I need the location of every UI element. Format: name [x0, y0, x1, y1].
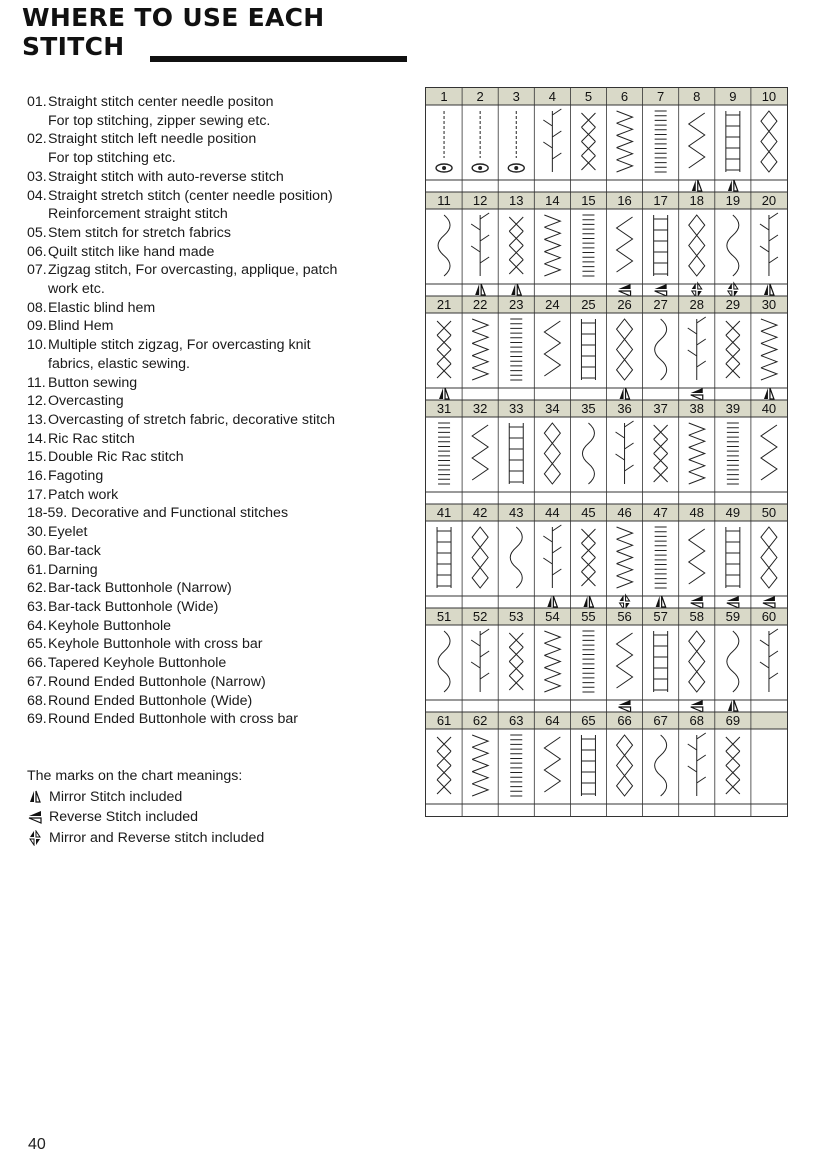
reverse-mark-icon	[727, 596, 739, 608]
reverse-mark-icon	[691, 388, 703, 400]
both-mark-icon	[728, 283, 738, 297]
stitch-pattern-icon	[472, 425, 488, 480]
stitch-description: Elastic blind hem	[48, 299, 156, 316]
stitch-cell-number: 20	[761, 193, 777, 208]
stitch-list-item	[27, 93, 412, 130]
stitch-pattern-icon	[654, 215, 668, 276]
mirror-mark-icon	[764, 284, 774, 295]
stitch-pattern-icon	[581, 113, 595, 170]
stitch-list-item	[27, 561, 412, 580]
stitch-pattern-icon	[437, 737, 451, 794]
stitch-description: Straight stitch with auto-reverse stitch	[48, 168, 284, 185]
stitch-cell-number: 29	[725, 297, 741, 312]
stitch-description: Eyelet	[48, 524, 88, 541]
stitch-cell-number: 21	[436, 297, 452, 312]
stitch-cell-number: 61	[436, 713, 452, 728]
mirror-mark-icon	[728, 700, 738, 711]
stitch-cell-number: 11	[437, 193, 451, 208]
stitch-cell-number: 33	[509, 401, 524, 416]
stitch-pattern-icon	[726, 111, 740, 172]
stitch-list-item	[27, 504, 412, 523]
stitch-pattern-icon	[437, 527, 451, 588]
stitch-pattern-icon	[689, 113, 705, 168]
stitch-pattern-icon	[436, 111, 452, 172]
stitch-number: 05.	[27, 224, 47, 241]
stitch-description: Round Ended Buttonhole (Narrow)	[48, 673, 266, 690]
stitch-number: 63.	[27, 598, 47, 615]
stitch-cell-number: 46	[617, 505, 632, 520]
stitch-pattern-icon	[472, 527, 488, 588]
stitch-list-item	[27, 224, 412, 243]
stitch-cell-number: 38	[689, 401, 704, 416]
stitch-pattern-icon	[655, 527, 667, 588]
stitch-list-item	[27, 542, 412, 561]
stitch-pattern-icon	[761, 319, 777, 380]
stitch-cell-number: 66	[617, 713, 632, 728]
stitch-number: 61.	[27, 561, 47, 578]
stitch-list-item	[27, 430, 412, 449]
stitch-number: 67.	[27, 673, 47, 690]
stitch-pattern-icon	[510, 735, 522, 796]
stitch-list-item	[27, 710, 412, 729]
stitch-description: Overcasting	[48, 393, 124, 410]
stitch-pattern-icon	[689, 529, 705, 584]
stitch-list-item	[27, 692, 412, 711]
stitch-cell-number: 55	[581, 609, 596, 624]
chart-row	[426, 400, 787, 504]
stitch-list-item	[27, 635, 412, 654]
stitch-pattern-icon	[472, 319, 488, 380]
stitch-number: 03.	[27, 168, 47, 185]
stitch-description: Bar-tack	[48, 542, 101, 559]
stitch-cell-number: 35	[581, 401, 596, 416]
stitch-description: Tapered Keyhole Buttonhole	[48, 655, 227, 672]
stitch-cell-number: 19	[725, 193, 741, 208]
stitch-cell-number: 22	[472, 297, 488, 312]
stitch-list-item	[27, 187, 412, 224]
stitch-cell-number: 37	[653, 401, 668, 416]
stitch-cell-number: 48	[689, 505, 704, 520]
stitch-cell-number: 45	[581, 505, 596, 520]
stitch-cell-number: 39	[725, 401, 741, 416]
stitch-number: 06.	[27, 243, 47, 260]
stitch-description: Stem stitch for stretch fabrics	[48, 224, 231, 241]
stitch-list-item	[27, 411, 412, 430]
stitch-cell-number: 68	[689, 713, 704, 728]
stitch-list-item	[27, 317, 412, 336]
stitch-number: 15.	[27, 449, 47, 466]
stitch-cell-number: 64	[545, 713, 560, 728]
stitch-pattern-icon	[727, 215, 739, 276]
stitch-description: Decorative and Functional stitches	[71, 505, 289, 522]
stitch-cell-number: 26	[617, 297, 632, 312]
stitch-cell-number: 30	[761, 297, 777, 312]
chart-row	[426, 712, 787, 816]
stitch-number: 69.	[27, 711, 47, 728]
stitch-number: 04.	[27, 187, 47, 204]
stitch-pattern-icon	[655, 319, 667, 380]
stitch-cell-number: 2	[476, 89, 484, 104]
stitch-description: Round Ended Buttonhole with cross bar	[48, 711, 299, 728]
stitch-cell-number: 58	[689, 609, 704, 624]
stitch-pattern-icon	[582, 631, 594, 692]
mirror-mark-icon	[511, 284, 521, 295]
legend-label: Mirror Stitch included	[49, 788, 183, 805]
stitch-cell-number: 28	[689, 297, 704, 312]
stitch-description: Fagoting	[48, 468, 104, 485]
chart-row	[426, 504, 787, 609]
stitch-description: Keyhole Buttonhole with cross bar	[48, 636, 263, 653]
stitch-pattern-icon	[617, 527, 633, 588]
stitch-list-item	[27, 448, 412, 467]
stitch-list-item	[27, 299, 412, 318]
mirror-mark-icon	[475, 284, 485, 295]
legend-item	[27, 787, 412, 808]
stitch-pattern-icon	[509, 217, 523, 274]
stitch-list-item	[27, 598, 412, 617]
stitch-cell-number: 44	[545, 505, 560, 520]
stitch-pattern-icon	[472, 735, 488, 796]
stitch-cell-number: 53	[509, 609, 524, 624]
stitch-description: Overcasting of stretch fabric, decorative stitch	[48, 411, 336, 428]
stitch-cell-number: 42	[472, 505, 488, 520]
stitch-pattern-icon	[472, 111, 488, 172]
chart-row	[426, 88, 787, 192]
stitch-description: Bar-tack Buttonhole (Narrow)	[48, 580, 232, 597]
legend-item	[27, 807, 412, 828]
stitch-number: 66.	[27, 655, 47, 672]
mirror-mark-icon	[764, 388, 774, 399]
stitch-number: 16.	[27, 468, 47, 485]
stitch-pattern-icon	[727, 631, 739, 692]
stitch-cell-number: 69	[725, 713, 741, 728]
stitch-pattern-icon	[760, 213, 778, 276]
legend	[27, 766, 412, 848]
stitch-cell-number: 10	[761, 89, 777, 104]
stitch-list-item	[27, 168, 412, 187]
stitch-number: 12.	[27, 393, 47, 410]
stitch-cell-number: 49	[725, 505, 741, 520]
stitch-cell-number: 25	[581, 297, 596, 312]
reverse-mark-icon	[27, 809, 49, 825]
stitch-pattern-icon	[581, 735, 595, 796]
stitch-cell-number: 31	[436, 401, 452, 416]
stitch-pattern-icon	[689, 423, 705, 484]
stitch-pattern-icon	[655, 111, 667, 172]
stitch-number: 17.	[27, 486, 47, 503]
stitch-pattern-icon	[726, 527, 740, 588]
stitch-number: 14.	[27, 430, 47, 447]
stitch-description: Ric Rac stitch	[48, 430, 135, 447]
stitch-cell-number: 54	[545, 609, 560, 624]
stitch-pattern-icon	[689, 631, 705, 692]
title-rule	[150, 56, 407, 62]
stitch-pattern-icon	[437, 321, 451, 378]
legend-label: Reverse Stitch included	[49, 809, 199, 825]
stitch-cell-number: 8	[693, 89, 701, 104]
stitch-pattern-icon	[544, 321, 560, 376]
stitch-pattern-icon	[544, 423, 560, 484]
stitch-cell-number: 34	[545, 401, 560, 416]
stitch-pattern-icon	[688, 317, 706, 380]
stitch-pattern-icon	[617, 217, 633, 272]
stitch-pattern-icon	[688, 733, 706, 796]
stitch-pattern-icon	[617, 319, 633, 380]
mirror-mark-icon	[547, 596, 557, 607]
stitch-number: 30.	[27, 524, 47, 541]
stitch-pattern-icon	[544, 215, 560, 276]
stitch-number: 18-59.	[27, 505, 72, 522]
stitch-pattern-icon	[726, 321, 740, 378]
stitch-cell-number: 65	[581, 713, 596, 728]
both-mark-icon	[620, 595, 630, 609]
stitch-pattern-icon	[761, 111, 777, 172]
stitch-cell-number: 59	[725, 609, 741, 624]
stitch-pattern-icon	[510, 527, 522, 588]
reverse-mark-icon	[691, 596, 703, 608]
stitch-pattern-icon	[727, 423, 739, 484]
stitch-cell-number: 50	[761, 505, 777, 520]
stitch-pattern-icon	[761, 527, 777, 588]
chart-row	[426, 192, 787, 297]
stitch-pattern-icon	[617, 111, 633, 172]
reverse-mark-icon	[619, 700, 631, 712]
stitch-cell-number: 32	[472, 401, 488, 416]
stitch-number: 68.	[27, 692, 47, 709]
stitch-cell-number: 52	[472, 609, 488, 624]
stitch-use: Reinforcement straight stitch	[48, 206, 228, 223]
mirror-mark-icon	[439, 388, 449, 399]
stitch-pattern-icon	[617, 633, 633, 688]
stitch-cell-number: 63	[509, 713, 524, 728]
stitch-pattern-icon	[438, 631, 450, 692]
stitch-cell-number: 9	[729, 89, 737, 104]
stitch-cell-number: 51	[436, 609, 452, 624]
stitch-list-item	[27, 374, 412, 393]
stitch-pattern-icon	[438, 423, 450, 484]
legend-intro: The marks on the chart meanings:	[27, 768, 243, 784]
mirror-mark-icon	[692, 180, 702, 191]
stitch-pattern-icon	[654, 425, 668, 482]
stitch-cell-number: 47	[653, 505, 668, 520]
stitch-cell-number: 1	[440, 89, 448, 104]
mirror-mark-icon	[583, 596, 593, 607]
stitch-number: 07.	[27, 262, 47, 279]
stitch-number: 11.	[27, 374, 46, 391]
stitch-pattern-icon	[616, 421, 634, 484]
mirror-mark-icon	[620, 388, 630, 399]
stitch-chart-svg	[426, 88, 787, 816]
stitch-pattern-icon	[581, 319, 595, 380]
stitch-pattern-icon	[617, 735, 633, 796]
stitch-cell-number: 17	[653, 193, 668, 208]
stitch-number: 65.	[27, 636, 47, 653]
stitch-use: For top stitching, zipper sewing etc.	[48, 112, 271, 129]
legend-label: Mirror and Reverse stitch included	[49, 829, 265, 846]
stitch-cell-number: 36	[617, 401, 632, 416]
stitch-pattern-icon	[471, 629, 489, 692]
stitch-chart	[425, 87, 788, 817]
both-mark-icon	[27, 830, 49, 846]
stitch-description: Straight stitch center needle positon	[48, 94, 274, 110]
stitch-description: Zigzag stitch, For overcasting, applique, patch	[48, 262, 338, 279]
stitch-pattern-icon	[726, 737, 740, 794]
stitch-use: work etc.	[48, 281, 105, 298]
stitch-list-item	[27, 130, 412, 167]
stitch-cell-number: 15	[581, 193, 596, 208]
reverse-mark-icon	[691, 700, 703, 712]
stitch-number: 60.	[27, 542, 47, 559]
stitch-number: 64.	[27, 617, 47, 634]
page-title	[22, 3, 325, 61]
stitch-description: Darning	[48, 561, 98, 578]
title-line-1: WHERE TO USE EACH	[22, 3, 325, 32]
stitch-pattern-icon	[655, 735, 667, 796]
stitch-pattern-icon	[543, 525, 561, 588]
stitch-description: Patch work	[48, 486, 119, 503]
title-line-2: STITCH	[22, 32, 125, 61]
stitch-list-item	[27, 261, 412, 298]
stitch-list-item	[27, 654, 412, 673]
stitch-description: Round Ended Buttonhole (Wide)	[48, 692, 253, 709]
stitch-description: Button sewing	[48, 374, 138, 391]
stitch-cell-number: 16	[617, 193, 632, 208]
stitch-pattern-icon	[543, 109, 561, 172]
stitch-list-item	[27, 673, 412, 692]
chart-row	[426, 296, 787, 400]
stitch-use: For top stitching etc.	[48, 150, 176, 167]
stitch-number: 10.	[27, 337, 47, 354]
reverse-mark-icon	[619, 284, 631, 296]
stitch-cell-number: 7	[657, 89, 665, 104]
stitch-description: Multiple stitch zigzag, For overcasting knit	[48, 337, 311, 354]
stitch-list-item	[27, 486, 412, 505]
page-number: 40	[28, 1136, 46, 1153]
stitch-cell-number: 14	[545, 193, 560, 208]
stitch-pattern-icon	[510, 319, 522, 380]
stitch-description: Blind Hem	[48, 318, 114, 335]
stitch-list-item	[27, 392, 412, 411]
stitch-pattern-icon	[471, 213, 489, 276]
both-mark-icon	[692, 283, 702, 297]
stitch-pattern-icon	[581, 529, 595, 586]
stitch-cell-number: 41	[436, 505, 452, 520]
stitch-number: 09.	[27, 318, 47, 335]
stitch-list-item	[27, 336, 412, 373]
stitch-cell-number: 27	[653, 297, 668, 312]
stitch-pattern-icon	[689, 215, 705, 276]
legend-item	[27, 828, 412, 849]
stitch-pattern-icon	[438, 215, 450, 276]
stitch-cell-number: 67	[653, 713, 668, 728]
stitch-cell-number: 4	[548, 89, 556, 104]
stitch-number: 01.	[27, 94, 47, 110]
stitch-cell-number: 3	[512, 89, 520, 104]
stitch-cell-number: 56	[617, 609, 632, 624]
stitch-cell-number: 24	[545, 297, 560, 312]
stitch-pattern-icon	[509, 633, 523, 690]
stitch-pattern-icon	[761, 425, 777, 480]
stitch-list-item	[27, 617, 412, 636]
stitch-number: 62.	[27, 580, 47, 597]
stitch-cell-number: 23	[509, 297, 524, 312]
mirror-mark-icon	[656, 596, 666, 607]
stitch-cell-number: 5	[584, 89, 593, 104]
stitch-list-item	[27, 467, 412, 486]
stitch-list-item	[27, 523, 412, 542]
stitch-number: 13.	[27, 411, 47, 428]
stitch-pattern-icon	[760, 629, 778, 692]
stitch-cell-number: 57	[653, 609, 668, 624]
stitch-pattern-icon	[544, 737, 560, 792]
stitch-description: Double Ric Rac stitch	[48, 449, 184, 466]
stitch-description: Straight stretch stitch (center needle position)	[48, 187, 333, 204]
stitch-cell-number: 43	[509, 505, 524, 520]
chart-row	[426, 608, 787, 712]
stitch-list	[27, 93, 412, 729]
stitch-pattern-icon	[508, 111, 524, 172]
stitch-description: Quilt stitch like hand made	[48, 243, 215, 260]
stitch-cell-number: 62	[472, 713, 488, 728]
stitch-pattern-icon	[654, 631, 668, 692]
mirror-mark-icon	[728, 180, 738, 191]
stitch-cell-number: 6	[620, 89, 629, 104]
stitch-use: fabrics, elastic sewing.	[48, 355, 190, 372]
stitch-cell-number: 18	[689, 193, 704, 208]
stitch-cell-number: 13	[509, 193, 524, 208]
stitch-pattern-icon	[582, 215, 594, 276]
reverse-mark-icon	[655, 284, 667, 296]
stitch-cell-number: 40	[761, 401, 777, 416]
stitch-pattern-icon	[509, 423, 523, 484]
stitch-number: 02.	[27, 131, 47, 148]
stitch-description: Straight stitch left needle position	[48, 131, 257, 148]
stitch-description: Bar-tack Buttonhole (Wide)	[48, 598, 219, 615]
stitch-cell-number: 12	[472, 193, 488, 208]
stitch-cell-number: 60	[761, 609, 777, 624]
stitch-list-item	[27, 243, 412, 262]
stitch-number: 08.	[27, 299, 47, 316]
mirror-mark-icon	[27, 789, 49, 805]
stitch-description: Keyhole Buttonhole	[48, 617, 172, 634]
stitch-pattern-icon	[582, 423, 594, 484]
stitch-pattern-icon	[544, 631, 560, 692]
stitch-list-item	[27, 579, 412, 598]
reverse-mark-icon	[763, 596, 775, 608]
